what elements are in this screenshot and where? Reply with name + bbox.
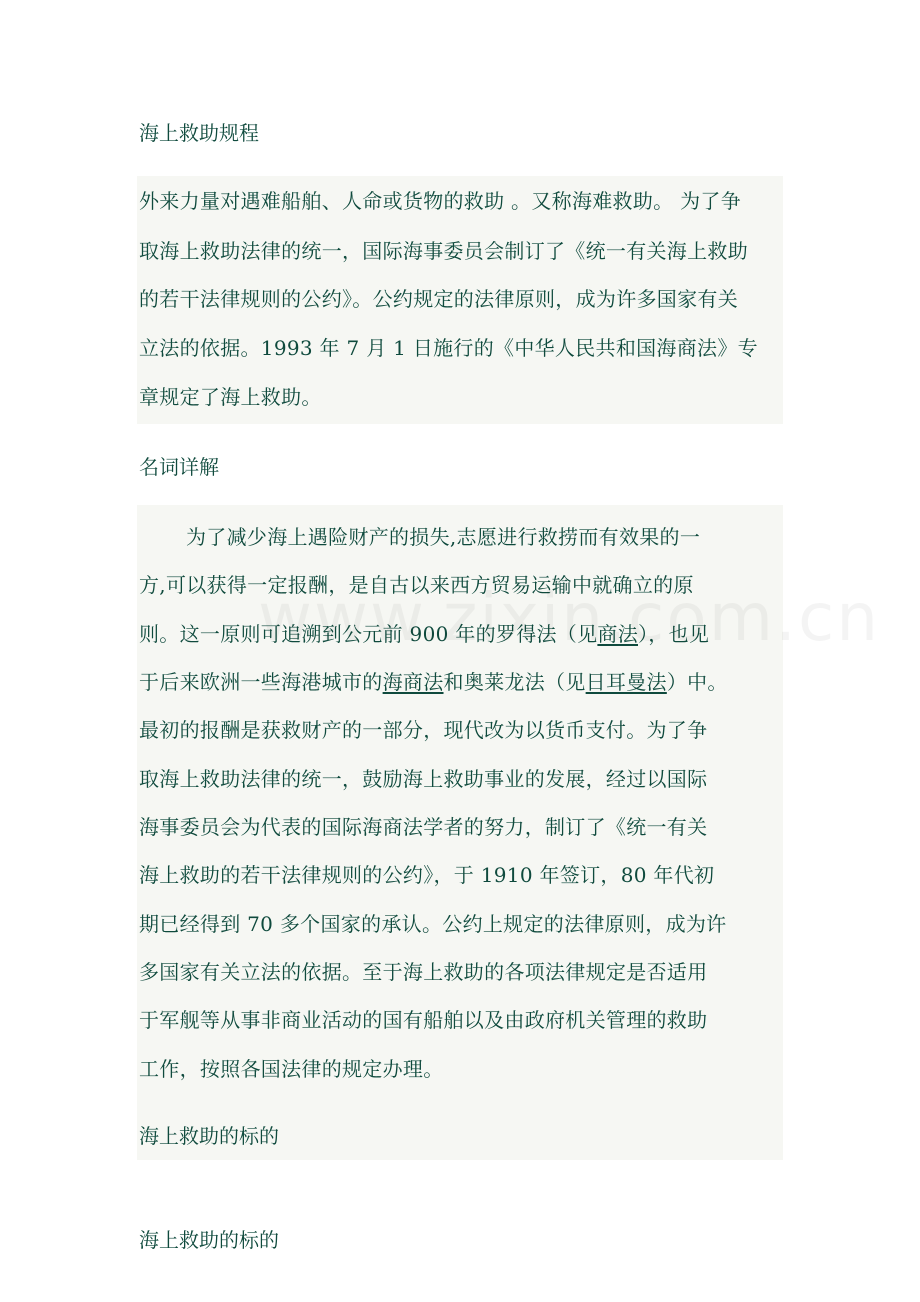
body-line: 于军舰等从事非商业活动的国有船舶以及由政府机关管理的救助 bbox=[139, 1008, 708, 1032]
intro-line: 取海上救助法律的统一，国际海事委员会制订了《统一有关海上救助 bbox=[139, 239, 748, 263]
watermark bbox=[258, 583, 880, 653]
link-haishangfa[interactable]: 海商法 bbox=[382, 670, 444, 694]
section-title-definition: 名词详解 bbox=[139, 455, 219, 479]
body-line: 工作，按照各国法律的规定办理。 bbox=[139, 1057, 444, 1081]
intro-line: 章规定了海上救助。 bbox=[139, 385, 322, 409]
body-line: 则。这一原则可追溯到公元前 900 年的罗得法（见商法），也见 bbox=[139, 622, 710, 646]
section-title-object: 海上救助的标的 bbox=[139, 1124, 279, 1148]
body-line: 海事委员会为代表的国际海商法学者的努力，制订了《统一有关 bbox=[139, 815, 708, 839]
link-shangfa[interactable]: 商法 bbox=[597, 622, 638, 646]
body-line: 最初的报酬是获救财产的一部分，现代改为以货币支付。为了争 bbox=[139, 718, 708, 742]
body-line: 为了减少海上遇险财产的损失,志愿进行救捞而有效果的一 bbox=[186, 525, 701, 549]
intro-line: 的若干法律规则的公约》。公约规定的法律原则，成为许多国家有关 bbox=[139, 287, 738, 311]
section-title-object-repeat: 海上救助的标的 bbox=[139, 1228, 279, 1252]
link-germanic-law[interactable]: 日耳曼法 bbox=[585, 670, 667, 694]
body-line: 多国家有关立法的依据。至于海上救助的各项法律规定是否适用 bbox=[139, 960, 708, 984]
body-line: 于后来欧洲一些海港城市的海商法和奥莱龙法（见日耳曼法）中。 bbox=[139, 670, 728, 694]
section-title-rules: 海上救助规程 bbox=[139, 121, 259, 145]
body-line: 方,可以获得一定报酬，是自古以来西方贸易运输中就确立的原 bbox=[139, 573, 694, 597]
intro-line: 外来力量对遇难船舶、人命或货物的救助 。又称海难救助。 为了争 bbox=[139, 189, 742, 213]
intro-line: 立法的依据。1993 年 7 月 1 日施行的《中华人民共和国海商法》专 bbox=[139, 336, 758, 360]
body-line: 海上救助的若干法律规则的公约》，于 1910 年签订，80 年代初 bbox=[139, 863, 715, 887]
body-line: 取海上救助法律的统一，鼓励海上救助事业的发展，经过以国际 bbox=[139, 767, 708, 791]
body-line: 期已经得到 70 多个国家的承认。公约上规定的法律原则，成为许 bbox=[139, 912, 727, 936]
